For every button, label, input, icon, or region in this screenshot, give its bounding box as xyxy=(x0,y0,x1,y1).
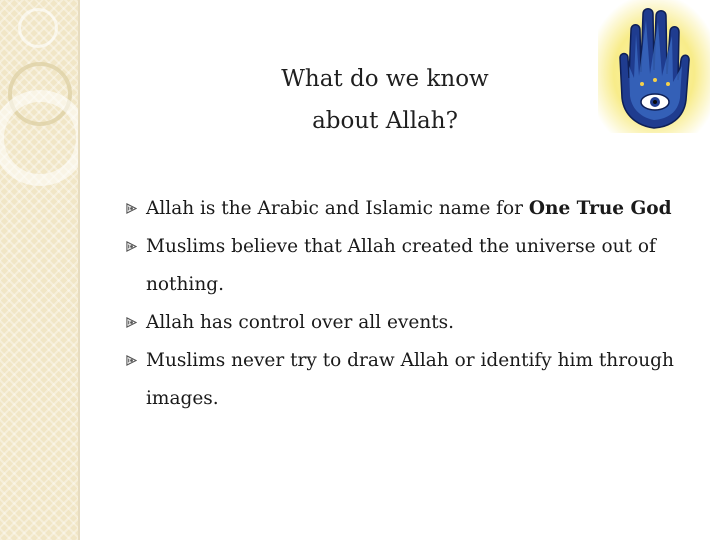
title-line: about Allah? xyxy=(312,108,458,134)
decorative-ring xyxy=(0,90,88,186)
divider xyxy=(78,0,80,540)
hamsa-icon xyxy=(598,0,710,133)
bullet-text: Muslims never try to draw Allah or identify him through xyxy=(146,350,674,371)
bullet-text: Allah is the Arabic and Islamic name for xyxy=(146,198,529,219)
title-line: What do we know xyxy=(281,66,489,92)
bullet-list xyxy=(126,190,686,418)
decorative-ring xyxy=(18,8,58,48)
bullet-icon xyxy=(126,317,137,328)
bullet-continuation: nothing. xyxy=(146,274,224,295)
list-item xyxy=(126,342,686,418)
bullet-continuation: images. xyxy=(146,388,219,409)
bullet-icon xyxy=(126,241,137,252)
list-item xyxy=(126,228,686,304)
slide-title xyxy=(230,58,540,142)
bullet-text: Muslims believe that Allah created the universe out of xyxy=(146,236,656,257)
bullet-emphasis: One True God xyxy=(528,198,672,219)
list-item xyxy=(126,304,686,342)
bullet-icon xyxy=(126,203,137,214)
bullet-icon xyxy=(126,355,137,366)
list-item xyxy=(126,190,686,228)
bullet-text: Allah has control over all events. xyxy=(146,312,455,333)
decorative-side-strip xyxy=(0,0,79,540)
